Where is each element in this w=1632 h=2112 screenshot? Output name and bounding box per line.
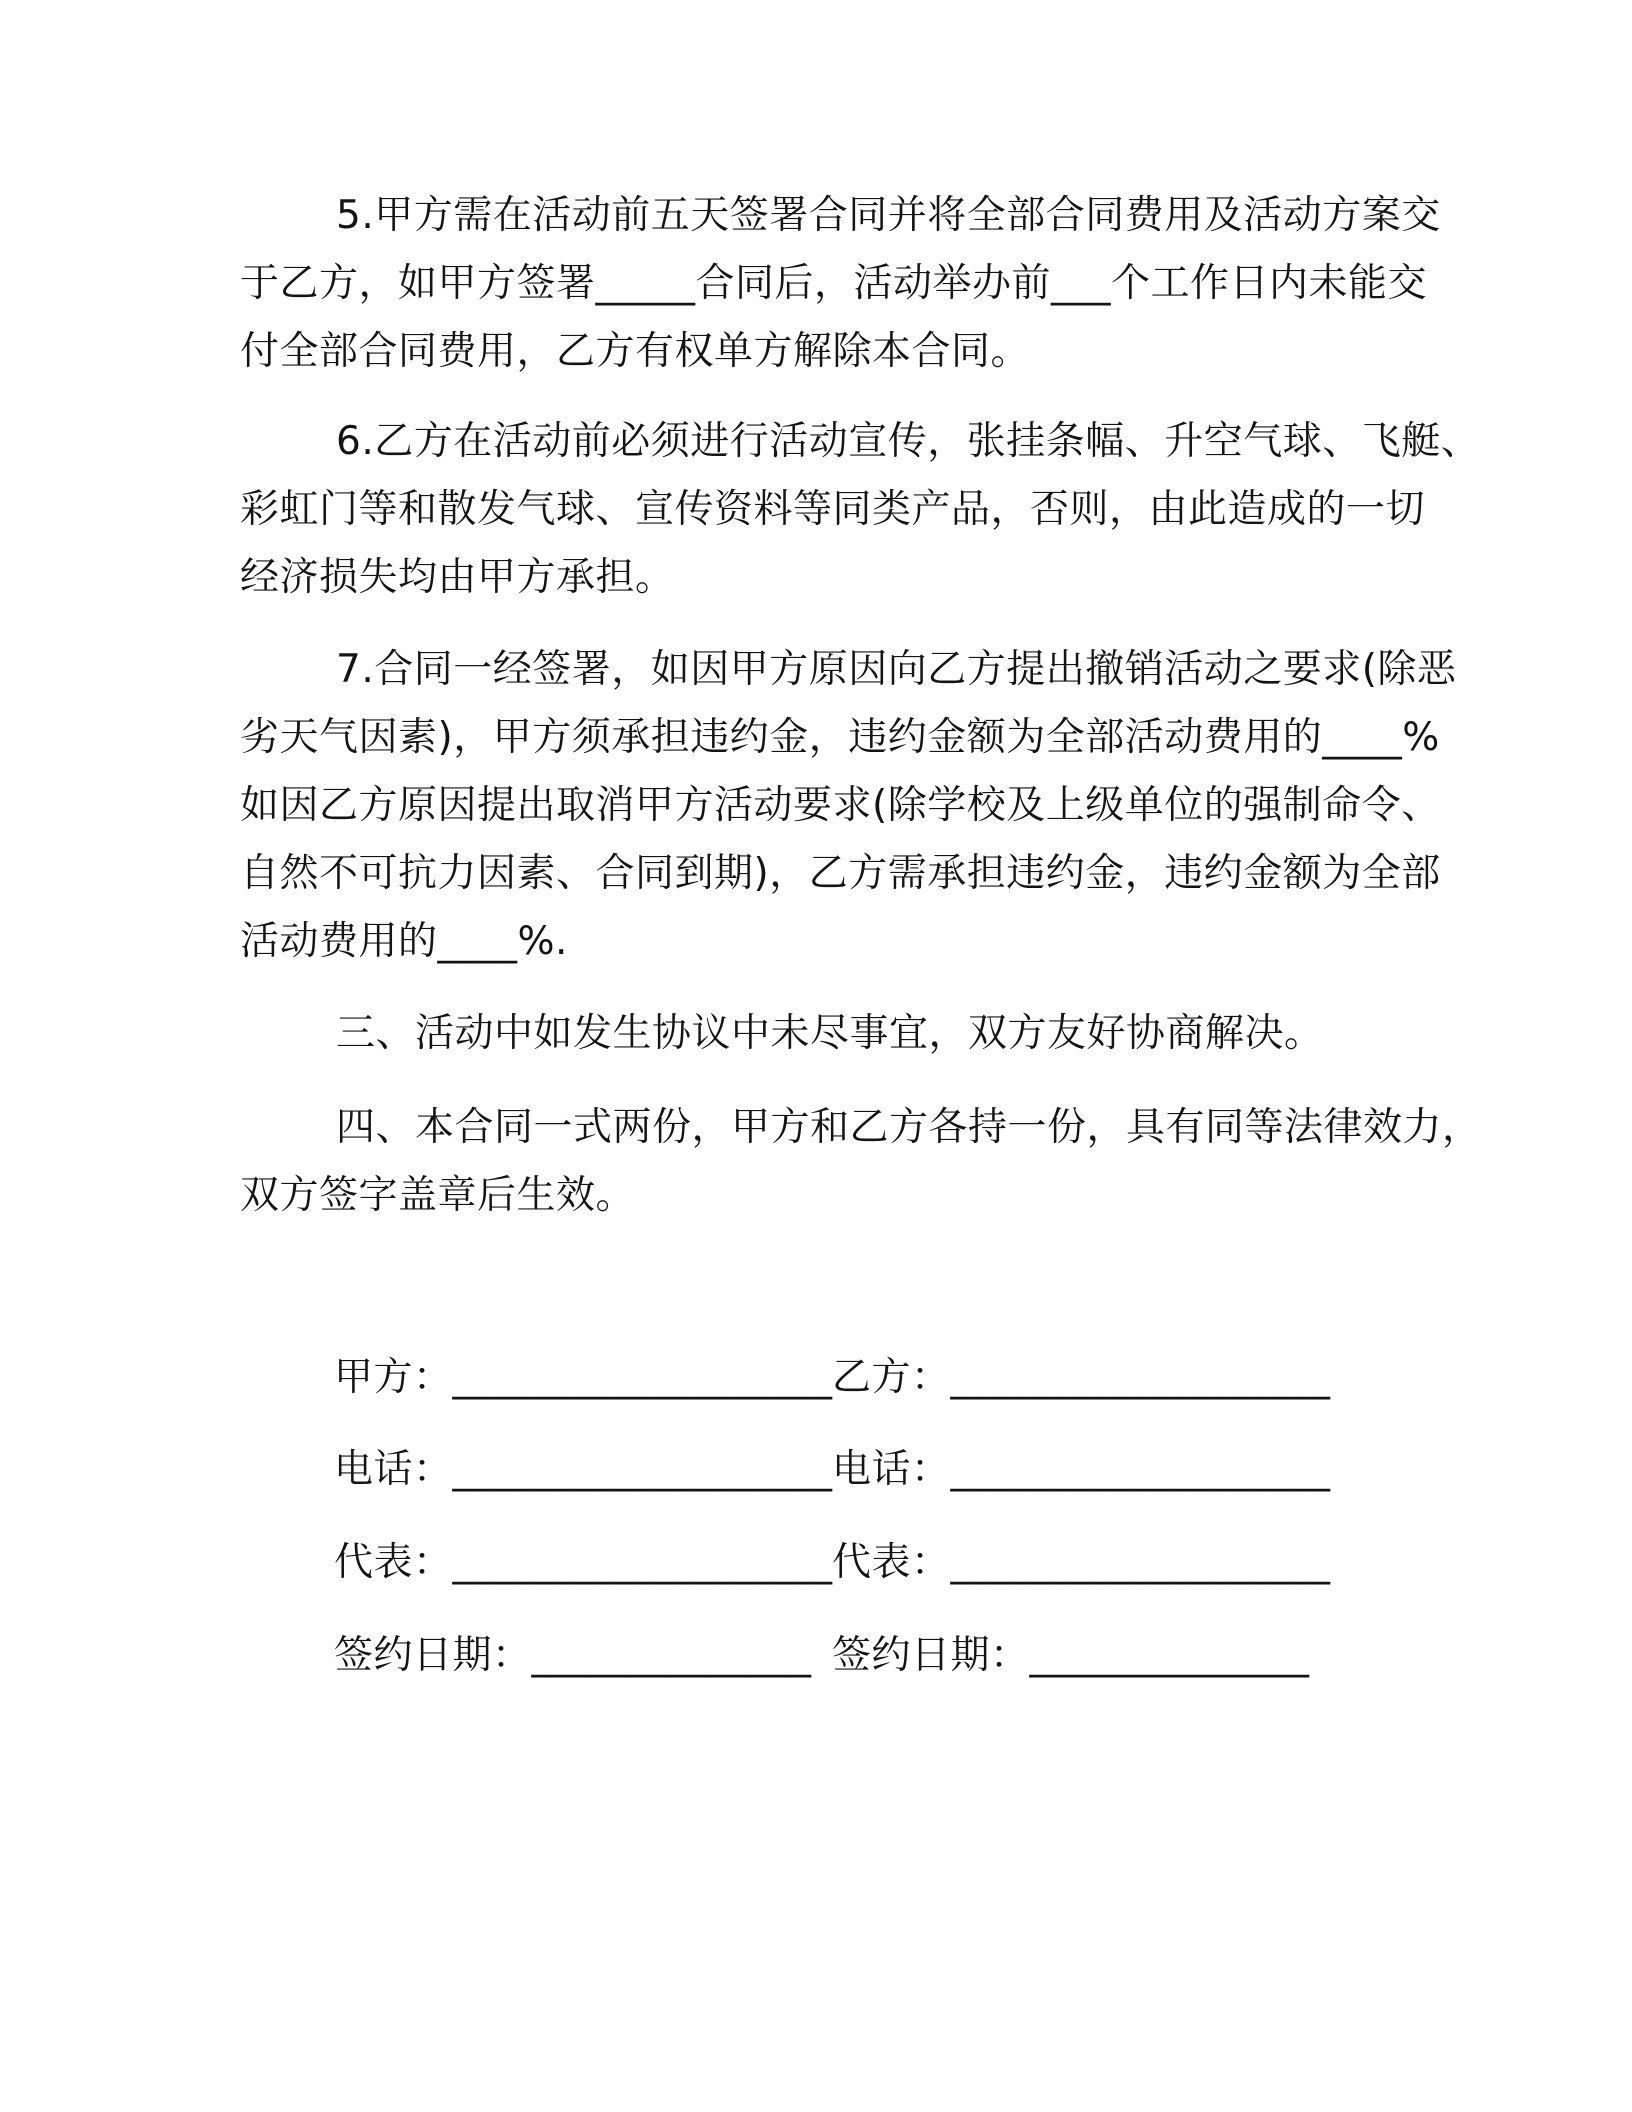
party-b-phone-field[interactable]: 电话：___________________: [832, 1447, 1331, 1492]
clause-7-line-2: 劣天气因素)，甲方须承担违约金，违约金额为全部活动费用的____%: [240, 715, 1440, 760]
party-b-name-field[interactable]: 乙方：___________________: [832, 1355, 1331, 1400]
clause-7-line-4: 自然不可抗力因素、合同到期)，乙方需承担违约金，违约金额为全部: [240, 851, 1441, 896]
clause-6-line-1: 6.乙方在活动前必须进行活动宣传，张挂条幅、升空气球、飞艇、: [336, 419, 1481, 464]
clause-7-line-5: 活动费用的____%.: [240, 919, 568, 964]
party-a-rep-field[interactable]: 代表：___________________: [334, 1540, 833, 1585]
clause-6-line-3: 经济损失均由甲方承担。: [240, 555, 675, 600]
party-a-date-field[interactable]: 签约日期：______________: [334, 1633, 812, 1678]
clause-three-line-1: 三、活动中如发生协议中未尽事宜，双方友好协商解决。: [336, 1011, 1324, 1056]
clause-7-line-3: 如因乙方原因提出取消甲方活动要求(除学校及上级单位的强制命令、: [240, 783, 1441, 828]
party-a-phone-field[interactable]: 电话：___________________: [334, 1447, 833, 1492]
party-a-name-field[interactable]: 甲方：___________________: [334, 1355, 833, 1400]
party-b-date-field[interactable]: 签约日期：______________: [832, 1633, 1310, 1678]
clause-four: [240, 1094, 1482, 1230]
clause-6-line-2: 彩虹门等和散发气球、宣传资料等同类产品，否则，由此造成的一切: [240, 487, 1426, 532]
clause-5: [240, 182, 1441, 386]
clause-7: [240, 636, 1457, 976]
clause-three: [240, 1000, 1400, 1068]
clause-5-line-1: 5.甲方需在活动前五天签署合同并将全部合同费用及活动方案交: [336, 193, 1441, 238]
clause-5-line-3: 付全部合同费用，乙方有权单方解除本合同。: [240, 329, 1031, 374]
party-b-rep-field[interactable]: 代表：___________________: [832, 1540, 1331, 1585]
clause-four-line-1: 四、本合同一式两份，甲方和乙方各持一份，具有同等法律效力，: [336, 1105, 1482, 1150]
clause-four-line-2: 双方签字盖章后生效。: [240, 1173, 636, 1218]
clause-6: [240, 408, 1481, 612]
clause-7-line-1: 7.合同一经签署，如因甲方原因向乙方提出撤销活动之要求(除恶: [336, 647, 1457, 692]
clause-5-line-2: 于乙方，如甲方签署_____合同后，活动举办前___个工作日内未能交: [240, 261, 1428, 306]
